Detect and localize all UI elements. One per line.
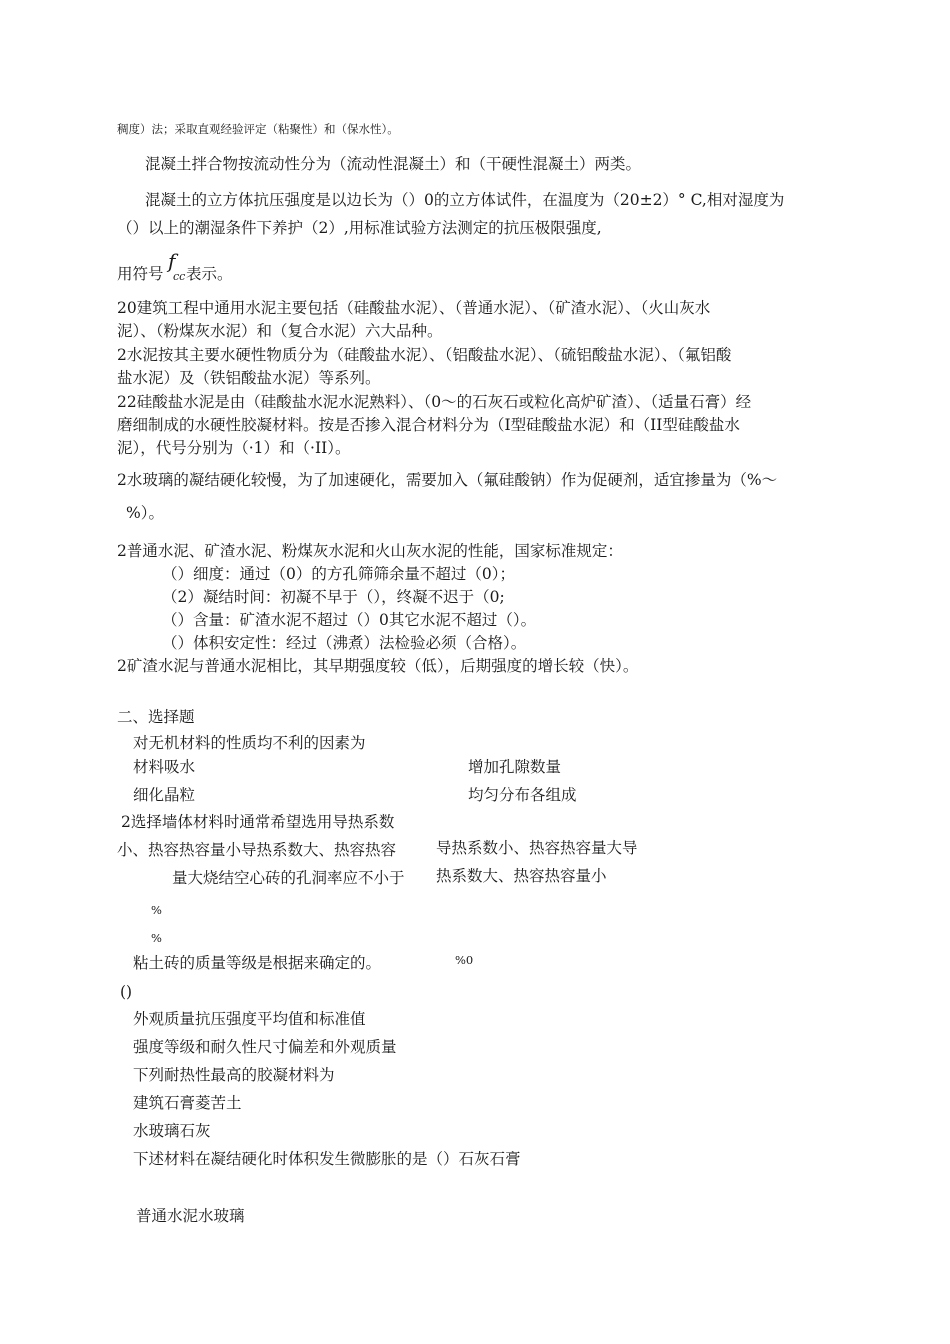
paragraph-2c-item2: （2）凝结时间：初凝不早于（），终凝不迟于（0; (162, 588, 505, 606)
question-1-option-b: 增加孔隙数量 (468, 758, 562, 776)
question-4-option-b: 强度等级和耐久性尺寸偏差和外观质量 (133, 1038, 397, 1056)
paragraph-cube-line1: 混凝土的立方体抗压强度是以边长为（）0的立方体试件，在温度为（20±2）° C,相对湿度为 (145, 191, 785, 209)
percent-mark-1: % (151, 903, 162, 917)
section-heading-choice: 二、选择题 (117, 708, 195, 726)
paragraph-2c-item4: （）体积安定性：经过（沸煮）法检验必须（合格）。 (162, 634, 527, 652)
question-1-option-a: 材料吸水 (133, 758, 196, 776)
paragraph-2b-line1: 2水玻璃的凝结硬化较慢，为了加速硬化，需要加入（氟硅酸钠）作为促硬剂，适宜掺量为（%〜 (117, 471, 778, 489)
question-6: 下述材料在凝结硬化时体积发生微膨胀的是（）石灰石膏 (133, 1150, 521, 1168)
paragraph-20-line1: 20建筑工程中通用水泥主要包括（硅酸盐水泥）、（普通水泥）、（矿渣水泥）、（火山灰水 (117, 299, 711, 317)
paragraph-22-line3: 泥），代号分别为（·1）和（·II）。 (117, 439, 351, 457)
paragraph-20-line2: 泥）、（粉煤灰水泥）和（复合水泥）六大品种。 (117, 322, 443, 340)
paragraph-fluidity: 混凝土拌合物按流动性分为（流动性混凝土）和（干硬性混凝土）两类。 (145, 155, 642, 173)
answer-parentheses: () (120, 983, 133, 1001)
paragraph-2a-line2: 盐水泥）及（铁铝酸盐水泥）等系列。 (117, 369, 381, 387)
paragraph-22-line2: 磨细制成的水硬性胶凝材料。按是否掺入混合材料分为（I型硅酸盐水泥）和（II型硅酸盐水 (117, 416, 740, 434)
question-2: 2选择墙体材料时通常希望选用导热系数 (121, 813, 395, 831)
question-1: 对无机材料的性质均不利的因素为 (133, 734, 366, 752)
paragraph-2c-item3: （）含量：矿渣水泥不超过（）0其它水泥不超过（）。 (162, 611, 537, 629)
question-1-option-d: 均匀分布各组成 (468, 786, 577, 804)
question-6-option-a: 普通水泥水玻璃 (136, 1207, 245, 1225)
question-2-left-line2: 量大烧结空心砖的孔洞率应不小于 (172, 869, 405, 887)
symbol-subscript: cc (173, 270, 186, 283)
question-4-option-a: 外观质量抗压强度平均值和标准值 (133, 1010, 366, 1028)
question-4: 粘土砖的质量等级是根据来确定的。 (133, 954, 382, 972)
paragraph-2d: 2矿渣水泥与普通水泥相比，其早期强度较（低），后期强度的增长较（快）。 (117, 657, 639, 675)
symbol-suffix: 表示。 (186, 265, 233, 283)
percent-mark-2: % (151, 931, 162, 945)
question-5: 下列耐热性最高的胶凝材料为 (133, 1066, 335, 1084)
paragraph-2c-intro: 2普通水泥、矿渣水泥、粉煤灰水泥和火山灰水泥的性能，国家标准规定： (117, 542, 623, 560)
question-4-right: %0 (455, 953, 474, 967)
paragraph-2a-line1: 2水泥按其主要水硬性物质分为（硅酸盐水泥）、（铝酸盐水泥）、（硫铝酸盐水泥）、（氟铝酸 (117, 346, 732, 364)
symbol-f: f (168, 249, 176, 273)
text-line-top: 稠度）法；采取直观经验评定（粘聚性）和（保水性）。 (117, 122, 399, 136)
question-2-left-line1: 小、热容热容量小导热系数大、热容热容 (117, 841, 397, 859)
symbol-prefix: 用符号 (117, 265, 164, 283)
paragraph-2c-item1: （）细度：通过（0）的方孔筛筛余量不超过（0）； (162, 565, 515, 583)
question-1-option-c: 细化晶粒 (133, 786, 196, 804)
question-2-right-line1: 导热系数小、热容热容量大导 (436, 839, 638, 857)
paragraph-22-line1: 22硅酸盐水泥是由（硅酸盐水泥水泥熟料）、（0〜的石灰石或粒化高炉矿渣）、（适量石膏）经 (117, 393, 752, 411)
paragraph-2b-line2: %）。 (126, 504, 164, 522)
question-5-option-b: 水玻璃石灰 (133, 1122, 211, 1140)
paragraph-cube-line2: （）以上的潮湿条件下养护（2）,用标准试验方法测定的抗压极限强度, (117, 219, 602, 237)
question-2-right-line2: 热系数大、热容热容量小 (436, 867, 607, 885)
question-5-option-a: 建筑石膏菱苦土 (133, 1094, 242, 1112)
